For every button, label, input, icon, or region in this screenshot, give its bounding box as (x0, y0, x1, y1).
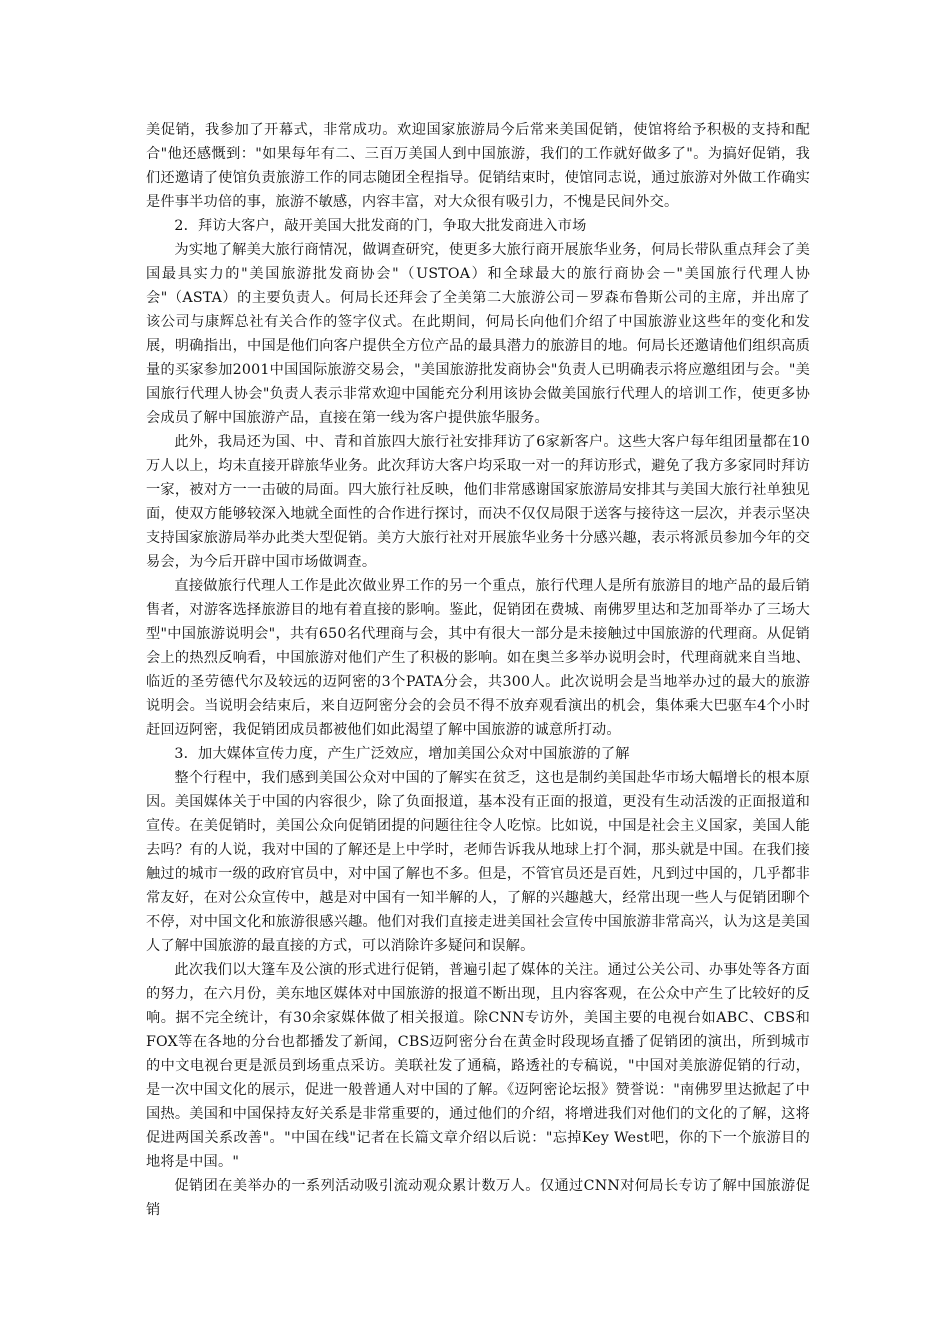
document-page (146, 118, 810, 1222)
paragraph-continuation: 美促销，我参加了开幕式，非常成功。欢迎国家旅游局今后常来美国促销，使馆将给予积极的支持和配合"他还感慨到："如果每年有二、三百万美国人到中国旅游，我们的工作就好做多了"。为搞好促销，我们还邀请了使馆负责旅游工作的同志随团全程指导。促销结束时，使馆同志说，通过旅游对外做工作确实是件事半功倍的事，旅游不敏感，内容丰富，对大众很有吸引力，不愧是民间外交。 (146, 122, 810, 210)
paragraph-new-clients: 此外，我局还为国、中、青和首旅四大旅行社安排拜访了6家新客户。这些大客户每年组团量都在10万人以上，均未直接开辟旅华业务。此次拜访大客户均采取一对一的拜访形式，避免了我方多家同时拜访一家，被对方一一击破的局面。四大旅行社反映，他们非常感谢国家旅游局安排其与美国大旅行社单独见面，使双方能够较深入地就全面性的合作进行探讨，而决不仅仅局限于送客与接待这一层次，并表示坚决支持国家旅游局举办此类大型促销。美方大旅行社对开展旅华业务十分感兴趣，表示将派员参加今年的交易会，为今后开辟中国市场做调查。 (146, 434, 810, 570)
paragraph-media-coverage: 此次我们以大篷车及公演的形式进行促销，普遍引起了媒体的关注。通过公关公司、办事处等各方面的努力，在六月份，美东地区媒体对中国旅游的报道不断出现，且内容客观，在公众中产生了比较好的反响。据不完全统计，有30余家媒体做了相关报道。除CNN专访外，美国主要的电视台如ABC、CBS和FOX等在各地的分台也都播发了新闻，CBS迈阿密分台在黄金时段现场直播了促销团的演出，所到城市的中文电视台更是派员到场重点采访。美联社发了通稿，路透社的专稿说，"中国对美旅游促销的行动，是一次中国文化的展示，促进一般普通人对中国的了解。《迈阿密论坛报》赞誉说："南佛罗里达掀起了中国热。美国和中国保持友好关系是非常重要的，通过他们的介绍，将增进我们对他们的文化的了解，这将促进两国关系改善"。"中国在线"记者在长篇文章介绍以后说："忘掉Key West吧，你的下一个旅游目的地将是中国。" (146, 962, 810, 1170)
paragraph-travel-agents: 直接做旅行代理人工作是此次做业界工作的另一个重点，旅行代理人是所有旅游目的地产品的最后销售者，对游客选择旅游目的地有着直接的影响。鉴此，促销团在费城、南佛罗里达和芝加哥举办了三场大型"中国旅游说明会"，共有650名代理商与会，其中有很大一部分是未接触过中国旅游的代理商。从促销会上的热烈反响看，中国旅游对他们产生了积极的影响。如在奥兰多举办说明会时，代理商就来自当地、临近的圣劳德代尔及较远的迈阿密的3个PATA分会，共300人。此次说明会是当地举办过的最大的旅游说明会。当说明会结束后，来自迈阿密分会的会员不得不放弃观看演出的机会，集体乘大巴驱车4个小时赶回迈阿密，我促销团成员都被他们如此渴望了解中国旅游的诚意所打动。 (146, 578, 810, 738)
section-heading-2: 2．拜访大客户，敲开美国大批发商的门，争取大批发商进入市场 (174, 218, 587, 234)
section-heading-3: 3．加大媒体宣传力度，产生广泛效应，增加美国公众对中国旅游的了解 (174, 746, 630, 762)
paragraph-audience: 促销团在美举办的一系列活动吸引流动观众累计数万人。仅通过CNN对何局长专访了解中国旅游促销 (146, 1178, 810, 1218)
paragraph-public-awareness: 整个行程中，我们感到美国公众对中国的了解实在贫乏，这也是制约美国赴华市场大幅增长的根本原因。美国媒体关于中国的内容很少，除了负面报道，基本没有正面的报道，更没有生动活泼的正面报道和宣传。在美促销时，美国公众向促销团提的问题往往令人吃惊。比如说，中国是社会主义国家，美国人能去吗？有的人说，我对中国的了解还是上中学时，老师告诉我从地球上打个洞，那头就是中国。在我们接触过的城市一级的政府官员中，对中国了解也不多。但是，不管官员还是百姓，凡到过中国的，几乎都非常友好，在对公众宣传中，越是对中国有一知半解的人，了解的兴趣越大，经常出现一些人与促销团聊个不停，对中国文化和旅游很感兴趣。他们对我们直接走进美国社会宣传中国旅游非常高兴，认为这是美国人了解中国旅游的最直接的方式，可以消除许多疑问和误解。 (146, 770, 810, 954)
paragraph-visit-associations: 为实地了解美大旅行商情况，做调查研究，使更多大旅行商开展旅华业务，何局长带队重点拜会了美国最具实力的"美国旅游批发商协会"（USTOA）和全球最大的旅行商协会－"美国旅行代理人协会"（ASTA）的主要负责人。何局长还拜会了全美第二大旅游公司－罗森布鲁斯公司的主席，并出席了该公司与康辉总社有关合作的签字仪式。在此期间，何局长向他们介绍了中国旅游业这些年的变化和发展，明确指出，中国是他们向客户提供全方位产品的最具潜力的旅游目的地。何局长还邀请他们组织高质量的买家参加2001中国国际旅游交易会，"美国旅游批发商协会"负责人已明确表示将应邀组团与会。"美国旅行代理人协会"负责人表示非常欢迎中国能充分利用该协会做美国旅行代理人的培训工作，使更多协会成员了解中国旅游产品，直接在第一线为客户提供旅华服务。 (146, 242, 810, 426)
